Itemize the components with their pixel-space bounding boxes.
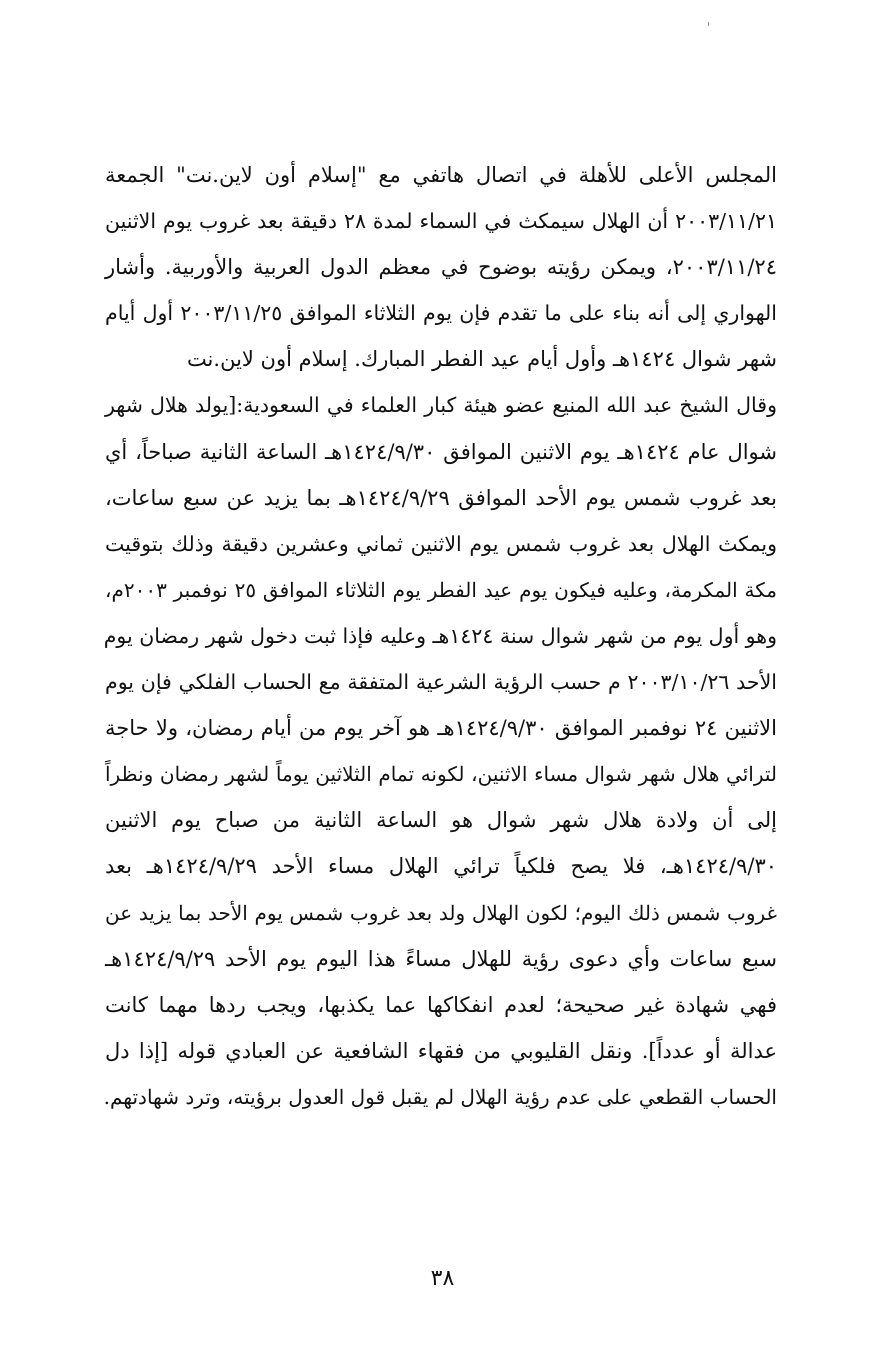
text-line: وقال الشيخ عبد الله المنيع عضو هيئة كبار العلماء في السعودية:[يولد هلال شهر xyxy=(105,393,777,418)
text-line: عدالة أو عدداً]. ونقل القليوبي من فقهاء الشافعية عن العبادي قوله [إذا دل xyxy=(105,1038,777,1063)
text-line: غروب شمس ذلك اليوم؛ لكون الهلال ولد بعد غروب شمس يوم الأحد بما يزيد عن xyxy=(105,900,777,925)
text-line: المجلس الأعلى للأهلة في اتصال هاتفي مع "إسلام أون لاين.نت" الجمعة xyxy=(105,163,777,187)
text-line: إلى أن ولادة هلال شهر شوال هو الساعة الثانية من صباح يوم الاثنين xyxy=(105,808,777,833)
text-line: وهو أول يوم من شهر شوال سنة ١٤٢٤هـ وعليه فإذا ثبت دخول شهر رمضان يوم xyxy=(103,623,777,648)
text-line: الحساب القطعي على عدم رؤية الهلال لم يقبل قول العدول برؤيته، وترد شهادتهم. xyxy=(103,1084,777,1109)
text-line: ويمكث الهلال بعد غروب شمس يوم الاثنين ثماني وعشرين دقيقة وذلك بتوقيت xyxy=(105,531,777,556)
text-line: مكة المكرمة، وعليه فيكون يوم عيد الفطر يوم الثلاثاء الموافق ٢٥ نوفمبر ٢٠٠٣م، xyxy=(105,577,777,602)
text-line: بعد غروب شمس يوم الأحد الموافق ١٤٢٤/٩/٢٩هـ بما يزيد عن سبع ساعات، xyxy=(105,485,777,510)
text-line: ١٤٢٤/٩/٣٠هـ، فلا يصح فلكياً ترائي الهلال مساء الأحد ١٤٢٤/٩/٢٩هـ بعد xyxy=(105,854,777,879)
page-number: ٣٨ xyxy=(430,1266,455,1291)
text-line: شوال عام ١٤٢٤هـ يوم الاثنين الموافق ١٤٢٤/٩/٣٠هـ الساعة الثانية صباحاً، أي xyxy=(105,439,777,464)
text-line: ٢٠٠٣/١١/٢١ أن الهلال سيمكث في السماء لمدة ٢٨ دقيقة بعد غروب يوم الاثنين xyxy=(105,209,777,234)
text-line: سبع ساعات وأي دعوى رؤية للهلال مساءً هذا اليوم يوم الأحد ١٤٢٤/٩/٢٩هـ xyxy=(105,946,777,971)
text-line: الهواري إلى أنه بناء على ما تقدم فإن يوم الثلاثاء الموافق ٢٠٠٣/١١/٢٥ أول أيام xyxy=(105,301,778,326)
body-text xyxy=(105,152,777,1120)
scan-mark xyxy=(708,22,709,26)
text-line: فهي شهادة غير صحيحة؛ لعدم انفكاكها عما يكذبها، ويجب ردها مهما كانت xyxy=(105,992,777,1017)
text-line: الأحد ٢٠٠٣/١٠/٢٦ م حسب الرؤية الشرعية المتفقة مع الحساب الفلكي فإن يوم xyxy=(105,670,777,695)
text-line: شهر شوال ١٤٢٤هـ وأول أيام عيد الفطر المبارك. إسلام أون لاين.نت xyxy=(186,347,777,372)
text-line: ٢٠٠٣/١١/٢٤، ويمكن رؤيته بوضوح في معظم الدول العربية والأوربية. وأشار xyxy=(105,255,777,280)
text-line: لترائي هلال شهر شوال مساء الاثنين، لكونه تمام الثلاثين يوماً لشهر رمضان ونظراً xyxy=(105,762,777,787)
text-line: الاثنين ٢٤ نوفمبر الموافق ١٤٢٤/٩/٣٠هـ هو آخر يوم من أيام رمضان، ولا حاجة xyxy=(105,716,777,741)
